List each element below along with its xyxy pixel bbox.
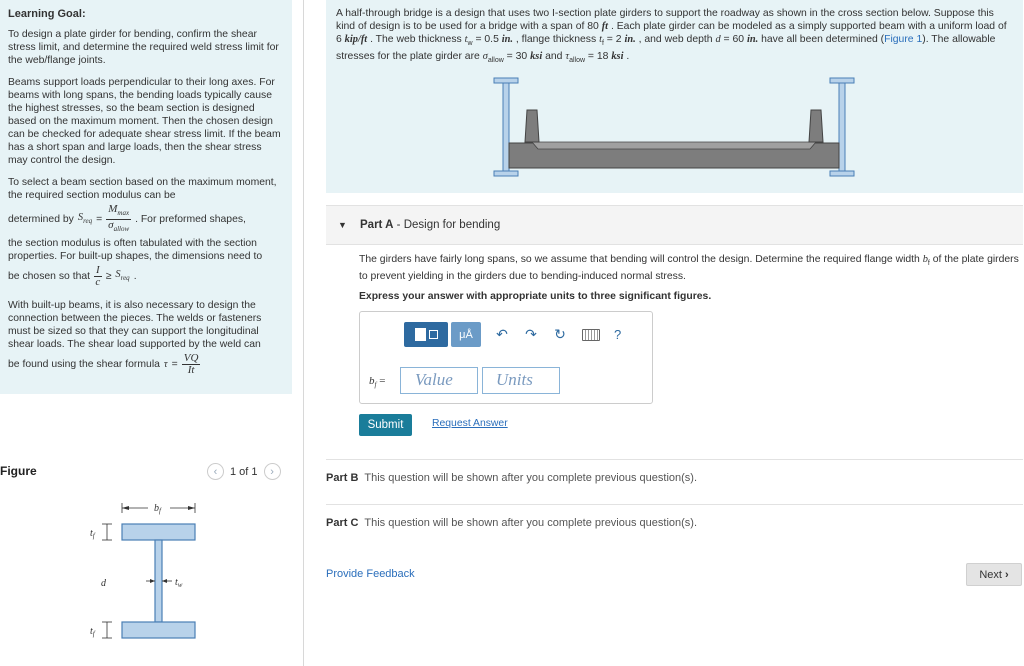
svg-text:d: d [101, 578, 106, 589]
tau-symbol: τ [163, 359, 168, 371]
units-symbol-button[interactable]: μÅ [451, 322, 481, 347]
problem-statement [326, 0, 1023, 193]
next-button[interactable]: Next › [966, 563, 1022, 586]
section-modulus-fraction: $\frac{M_{max}}{\sigma_{allow}}$ [108, 203, 130, 234]
shear-formula-fraction: $\frac{VQ}{It}$ [183, 352, 199, 377]
goal-paragraph-2: Beams support loads perpendicular to their long axes. For beams with long spans, the bending loads typically cause the highest stresses, so the beam section is designed based on the maximum moment. Then the chosen design can be checked for adequate shear stress limit. If the beam has a short span and large loads, then the shear stress may control the design. [8, 77, 281, 166]
figure-link[interactable]: Figure 1 [884, 34, 923, 45]
undo-icon[interactable]: ↶ [496, 326, 508, 342]
figure-header [0, 462, 292, 482]
part-a-header[interactable] [326, 205, 1023, 245]
goal-paragraph-3: To select a beam section based on the maximum moment, the required section modulus can be determined by $S_{req}$ = $\frac{M_{max}}{\sigma_{allow}}$ . For preformed shapes, the section modulus is often tabulated with the section properties. For built-up shapes, the dimensions need to be chosen so that $\frac{I}{c}$ ≥ $S_{req}$ . [8, 176, 284, 288]
sreq-symbol: $S_{req}$ [77, 212, 93, 226]
goal-p3-text-a: To select a beam section based on the maximum moment, the required section modulus can be [8, 177, 277, 201]
goal-p3-text-c: . For preformed shapes, [135, 214, 246, 226]
help-button[interactable]: ? [614, 327, 622, 342]
goal-p3-text-e: be chosen so that [8, 271, 91, 283]
redo-icon[interactable]: ↷ [525, 326, 537, 342]
part-c-row [326, 504, 1023, 540]
bridge-cross-section [492, 76, 856, 180]
units-input[interactable]: Units [482, 367, 560, 394]
provide-feedback-link[interactable]: Provide Feedback [326, 568, 415, 580]
goal-p4-text-b: be found using the shear formula [8, 359, 160, 371]
problem-text: A half-through bridge is a design that uses two I-section plate girders to support the roadway as shown in the cross section below. Suppose this kind of design is to be used for a bridge with a span of 80 ft . Each plate girder can be modeled as a simply supported beam with a uniform load of 6 kip/ft . The web thickness $t_w = 0.5$ in. , flange thickness $t_f = 2$ in. , and web depth d = 60 in. have all been determined (Figure 1). The allowable stresses for the plate girder are $\sigma_{allow} = 30$ ksi and $\tau_{allow} = 18$ ksi . [336, 8, 1007, 65]
reset-icon[interactable]: ↻ [554, 326, 566, 342]
svg-text:tf: $t_f$ [90, 626, 95, 638]
top-flange [122, 524, 195, 540]
prev-figure-button[interactable]: ‹ [207, 463, 224, 480]
part-c-label: Part C [326, 517, 359, 529]
figure-pager-text: 1 of 1 [230, 465, 258, 478]
equals-sign-2: = [171, 359, 178, 371]
svg-text:tw: $t_w$ [175, 577, 183, 589]
geq-sign: ≥ [105, 271, 112, 283]
bf-dim-label: $b_f$ [154, 503, 161, 515]
column-divider [303, 0, 304, 666]
goal-paragraph-1: To design a plate girder for bending, confirm the shear stress limit, and determine the required weld stress limit for the web/flange joints. [8, 29, 279, 66]
equals-sign: = [96, 214, 103, 226]
part-b-text: This question will be shown after you complete previous question(s). [364, 472, 698, 484]
figure-pager [207, 463, 281, 480]
figure-label: Figure [0, 464, 37, 478]
part-c-text: This question will be shown after you complete previous question(s). [364, 517, 698, 529]
part-a-body: The girders have fairly long spans, so we assume that bending will control the design. Determine the required flange width $b_f$ of the plate girders to prevent yielding in the girders due to bending-induced normal stress. [359, 254, 1019, 283]
template-button[interactable] [404, 322, 448, 347]
sreq-symbol-2: $S_{req}$ [115, 269, 130, 283]
keyboard-icon[interactable] [582, 329, 600, 341]
svg-text:tf: $t_f$ [90, 528, 95, 540]
bottom-flange [122, 622, 195, 638]
goal-p3-text-b: determined by [8, 214, 74, 226]
part-a-title: Part A - Design for bending [360, 219, 501, 231]
chevron-right-icon: › [1004, 568, 1009, 581]
learning-goal-title: Learning Goal: [8, 8, 86, 20]
part-a-instruction: Express your answer with appropriate units to three significant figures. [359, 291, 712, 302]
learning-goal-panel [0, 0, 292, 394]
submit-button[interactable]: Submit [359, 414, 412, 436]
goal-paragraph-4 [8, 299, 284, 376]
answer-variable-label: $b_f$ = [369, 375, 386, 390]
goal-p3-text-d: the section modulus is often tabulated with the section properties. For built-up shapes, the dimensions need to [8, 238, 263, 263]
collapse-caret-icon[interactable]: ▼ [338, 220, 347, 230]
i-over-c-fraction: $\frac{I}{c}$ [95, 264, 101, 289]
web [155, 540, 162, 622]
goal-p4-text-a: With built-up beams, it is also necessary to design the connection between the pieces. The welds or fasteners must be sized so that they can support the longitudinal shear loads. The shear load supported by the weld can [8, 300, 262, 351]
answer-box [359, 311, 653, 404]
answer-toolbar [404, 322, 621, 347]
request-answer-link[interactable]: Request Answer [432, 418, 508, 429]
part-b-label: Part B [326, 472, 359, 484]
part-b-row [326, 459, 1023, 495]
value-input[interactable]: Value [400, 367, 478, 394]
next-figure-button[interactable]: › [264, 463, 281, 480]
i-section-figure [80, 496, 220, 646]
